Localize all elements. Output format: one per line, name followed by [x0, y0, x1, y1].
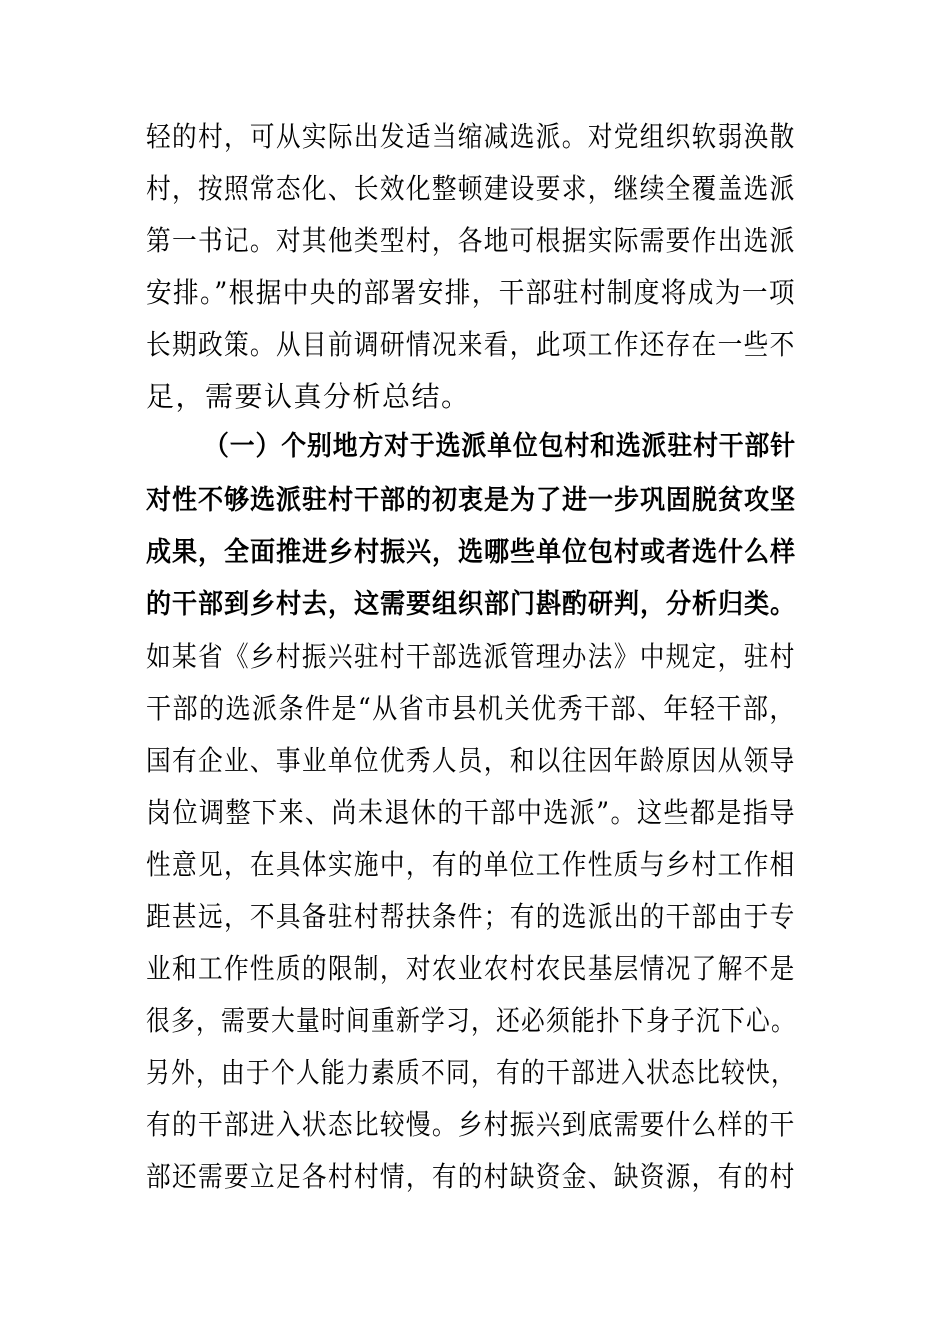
section-heading-line: （一）个别地方对于选派单位包村和选派驻村干部针	[204, 431, 797, 462]
section-heading-line: 的干部到乡村去，这需要组织部门斟酌研判，分析归类。	[146, 589, 797, 620]
body-text-line: 安排。”根据中央的部署安排，干部驻村制度将成为一项	[146, 276, 796, 309]
body-text-line: 国有企业、事业单位优秀人员，和以往因年龄原因从领导	[146, 744, 796, 777]
body-text-line: 业和工作性质的限制，对农业农村农民基层情况了解不是	[146, 952, 796, 985]
body-text-line: 村，按照常态化、长效化整顿建设要求，继续全覆盖选派	[146, 172, 796, 205]
body-text-line: 长期政策。从目前调研情况来看，此项工作还存在一些不	[146, 328, 796, 361]
body-text-line: 另外，由于个人能力素质不同，有的干部进入状态比较快，	[146, 1056, 797, 1089]
section-heading-line: 对性不够选派驻村干部的初衷是为了进一步巩固脱贫攻坚	[146, 485, 797, 516]
section-heading-line: 成果，全面推进乡村振兴，选哪些单位包村或者选什么样	[146, 537, 797, 568]
body-text-line: 如某省《乡村振兴驻村干部选派管理办法》中规定，驻村	[146, 640, 796, 673]
body-text-line: 轻的村，可从实际出发适当缩减选派。对党组织软弱涣散	[146, 120, 796, 153]
body-text-line: 干部的选派条件是“从省市县机关优秀干部、年轻干部，	[146, 692, 796, 725]
body-text-line: 部还需要立足各村村情，有的村缺资金、缺资源，有的村	[146, 1160, 796, 1193]
body-text-line: 足，需要认真分析总结。	[146, 380, 471, 413]
body-text-line: 第一书记。对其他类型村，各地可根据实际需要作出选派	[146, 224, 796, 257]
body-text-line: 岗位调整下来、尚未退休的干部中选派”。这些都是指导	[146, 796, 796, 829]
body-text-line: 性意见，在具体实施中，有的单位工作性质与乡村工作相	[146, 848, 796, 881]
body-text-line: 很多，需要大量时间重新学习，还必须能扑下身子沉下心。	[146, 1004, 797, 1037]
body-text-line: 有的干部进入状态比较慢。乡村振兴到底需要什么样的干	[146, 1108, 796, 1141]
body-text-line: 距甚远，不具备驻村帮扶条件；有的选派出的干部由于专	[146, 900, 796, 933]
